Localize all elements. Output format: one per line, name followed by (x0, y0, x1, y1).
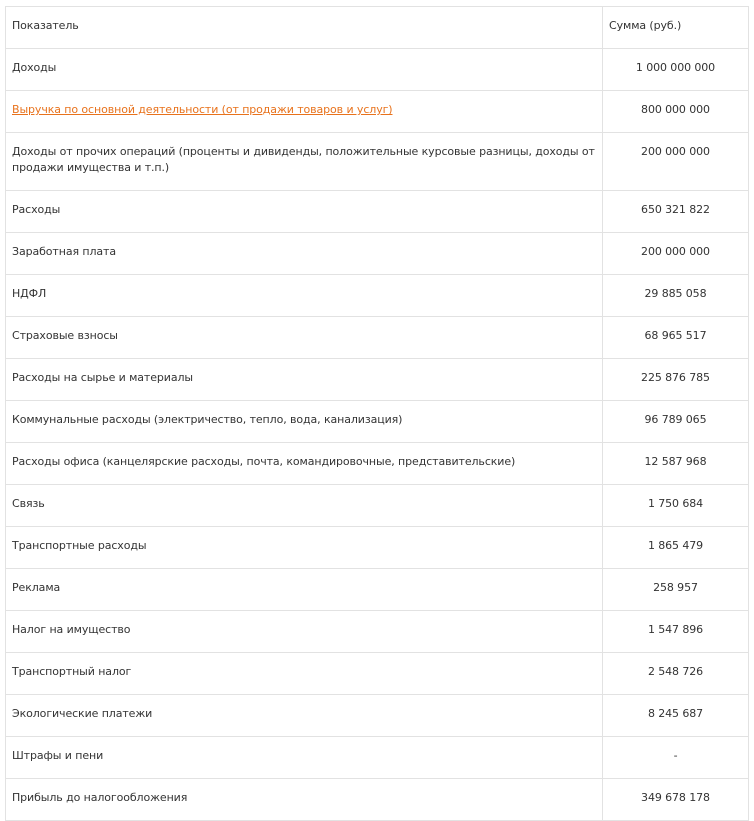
row-label: Расходы на сырье и материалы (6, 359, 603, 401)
row-label: Транспортные расходы (6, 527, 603, 569)
table-row (6, 737, 749, 779)
row-value: 96 789 065 (603, 401, 749, 443)
column-header-amount: Сумма (руб.) (603, 7, 749, 49)
row-value: 2 548 726 (603, 653, 749, 695)
row-label: Налог на имущество (6, 611, 603, 653)
row-value: 1 865 479 (603, 527, 749, 569)
row-label: Штрафы и пени (6, 737, 603, 779)
row-value: 29 885 058 (603, 275, 749, 317)
table-row (6, 653, 749, 695)
row-label: НДФЛ (6, 275, 603, 317)
row-label: Расходы (6, 191, 603, 233)
row-label: Реклама (6, 569, 603, 611)
revenue-link[interactable]: Выручка по основной деятельности (от продажи товаров и услуг) (12, 103, 393, 116)
row-value: 200 000 000 (603, 133, 749, 191)
row-value: 1 000 000 000 (603, 49, 749, 91)
row-label: Расходы офиса (канцелярские расходы, почта, командировочные, представительские) (6, 443, 603, 485)
table-row (6, 317, 749, 359)
row-label: Коммунальные расходы (электричество, тепло, вода, канализация) (6, 401, 603, 443)
row-value: 800 000 000 (603, 91, 749, 133)
row-value: 68 965 517 (603, 317, 749, 359)
row-value: 349 678 178 (603, 779, 749, 821)
row-label: Страховые взносы (6, 317, 603, 359)
row-label: Доходы от прочих операций (проценты и дивиденды, положительные курсовые разницы, доходы от продажи имущества и т.п.) (6, 133, 603, 191)
table-row (6, 233, 749, 275)
table-row (6, 91, 749, 133)
row-label: Заработная плата (6, 233, 603, 275)
row-value: 200 000 000 (603, 233, 749, 275)
row-label: Экологические платежи (6, 695, 603, 737)
table-row (6, 191, 749, 233)
table-row (6, 779, 749, 821)
table-row (6, 695, 749, 737)
table-row (6, 401, 749, 443)
row-label: Доходы (6, 49, 603, 91)
row-label: Связь (6, 485, 603, 527)
table-header-row (6, 7, 749, 49)
table-row (6, 275, 749, 317)
row-label: Транспортный налог (6, 653, 603, 695)
row-value: - (603, 737, 749, 779)
table-row (6, 49, 749, 91)
row-value: 258 957 (603, 569, 749, 611)
row-value: 12 587 968 (603, 443, 749, 485)
table-row (6, 611, 749, 653)
column-header-indicator: Показатель (6, 7, 603, 49)
row-label: Прибыль до налогообложения (6, 779, 603, 821)
row-value: 225 876 785 (603, 359, 749, 401)
row-value: 1 750 684 (603, 485, 749, 527)
financial-table (5, 6, 749, 821)
row-value: 8 245 687 (603, 695, 749, 737)
table-row (6, 443, 749, 485)
table-row (6, 569, 749, 611)
row-label-cell (6, 91, 603, 133)
financial-table-container (5, 6, 748, 821)
table-row (6, 485, 749, 527)
table-row (6, 133, 749, 191)
table-row (6, 359, 749, 401)
row-value: 650 321 822 (603, 191, 749, 233)
row-value: 1 547 896 (603, 611, 749, 653)
table-row (6, 527, 749, 569)
